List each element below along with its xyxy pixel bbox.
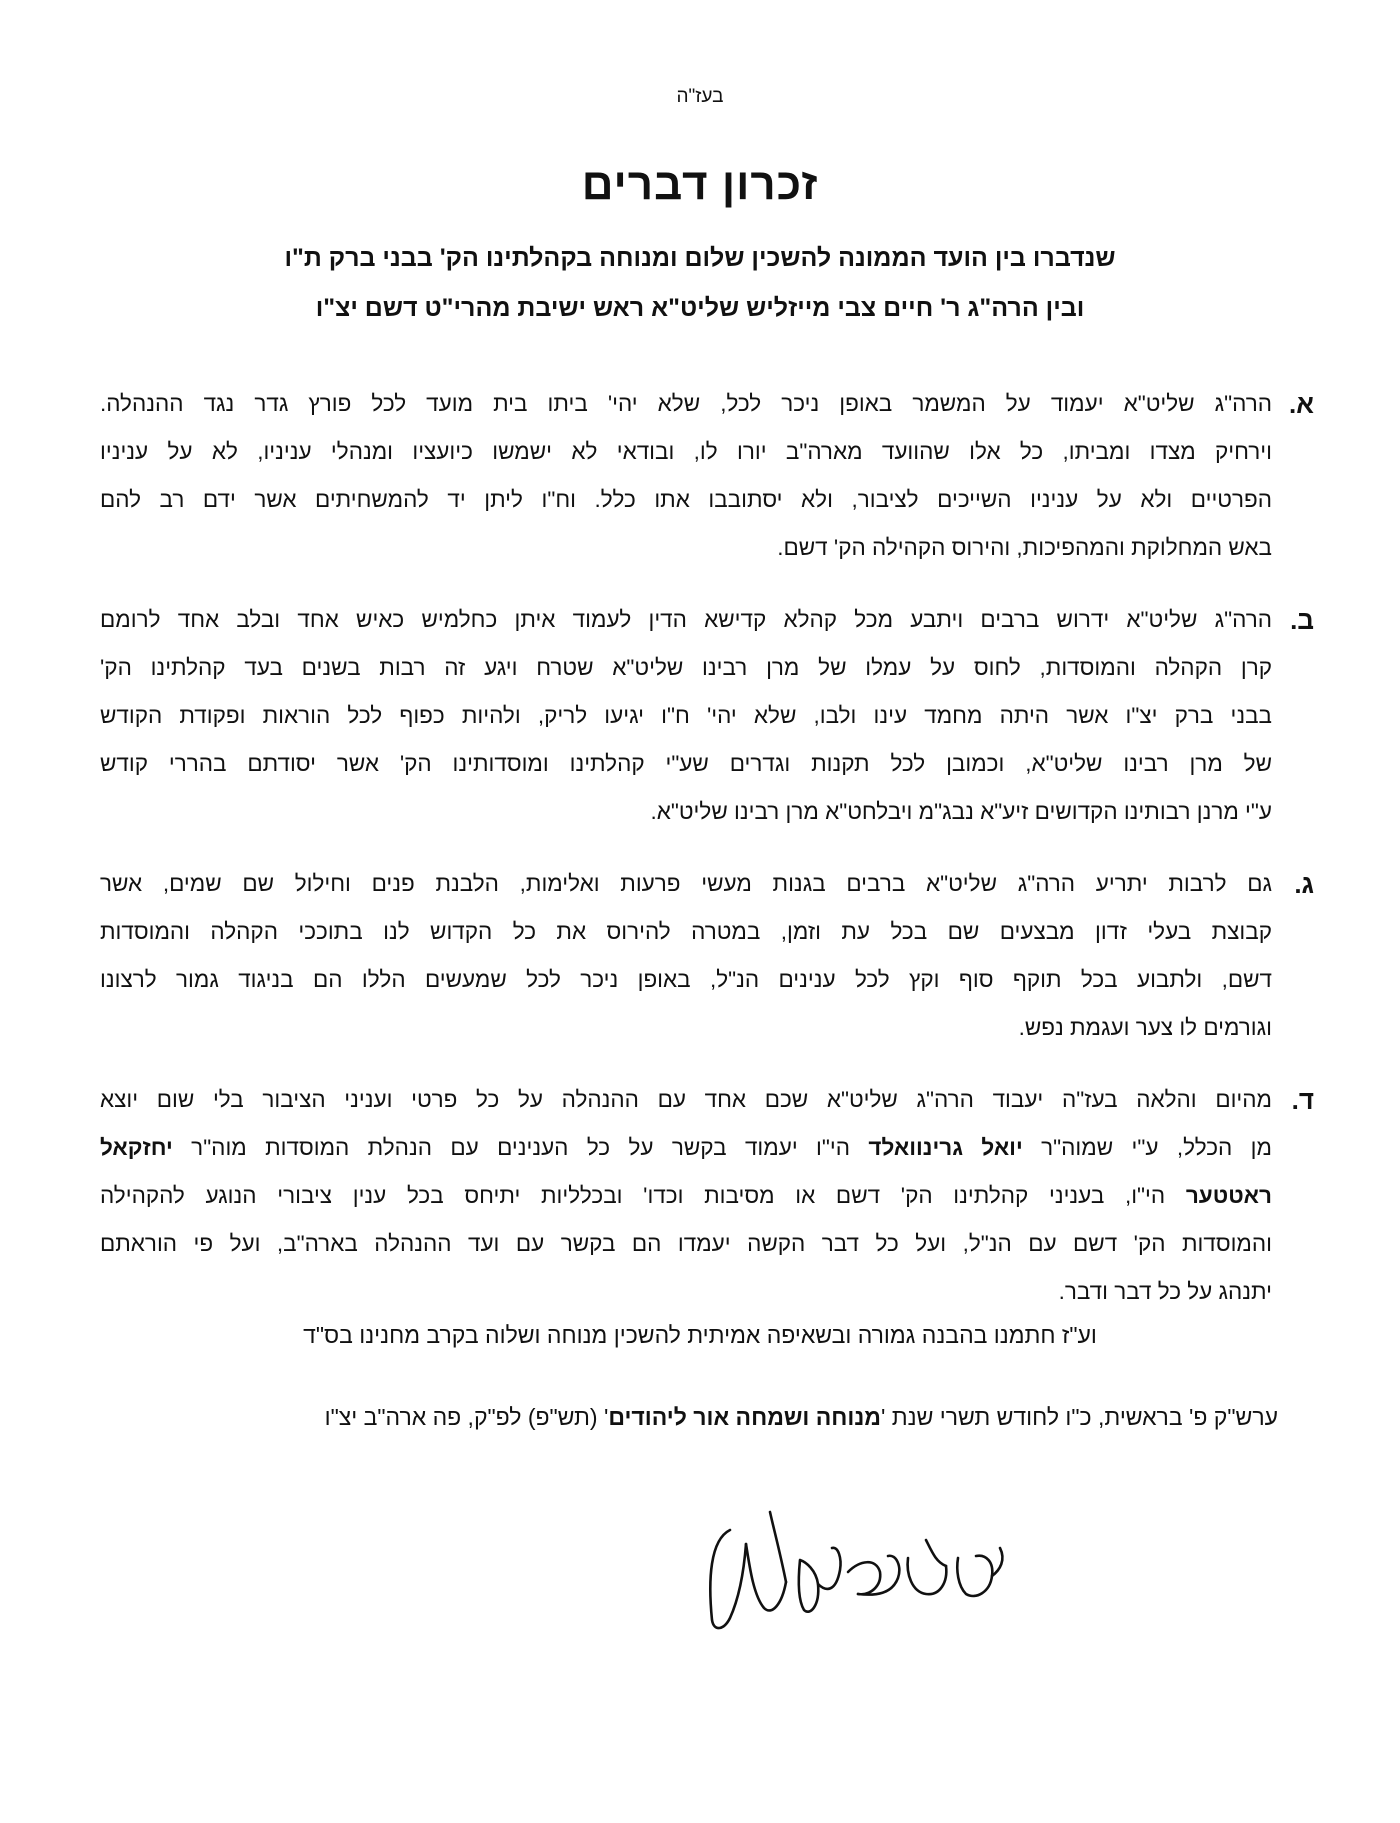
header-mark: בעז"ה [676,86,724,107]
subtitle-line-1: שנדברו בין הועד הממונה להשכין שלום ומנוחה בקהלתינו הק' בבני ברק ת"ו [284,244,1116,272]
clause-a [100,380,1314,572]
clause-line [100,1172,1272,1220]
clause-text: הי"ו, בעניני קהלתינו הק' דשם או מסיבות וכדו' ובכלליות יתיחס בכל ענין ציבורי הנוגע להקהילה [100,1183,1186,1208]
clause-b [100,596,1314,836]
dateline-suffix: ' (תש"פ) לפ"ק, פה ארה"ב יצ"ו [324,1404,609,1430]
clause-line: בבני ברק יצ"ו אשר היתה מחמד עינו ולבו, שלא יהי' ח"ו יגיעו לריק, ולהיות כפוף לכל הוראות ופקודת הקודש [100,703,1272,728]
clause-d [100,1076,1314,1316]
person-name: ראטטער [1185,1183,1272,1208]
closing-statement: וע"ז חתמנו בהבנה גמורה ובשאיפה אמיתית להשכין מנוחה ושלוה בקרב מחנינו בס"ד [303,1322,1097,1348]
clause-line: וירחיק מצדו ומביתו, כל אלו שהוועד מארה"ב יורו לו, ובודאי לא ישמשו כיועציו ומנהלי עניניו, לא על עניניו [100,439,1272,464]
clause-line: והמוסדות הק' דשם עם הנ"ל, ועל כל דבר הקשה יעמדו הם בקשר עם ועד ההנהלה בארה"ב, ועל פי הוראתם [100,1231,1272,1256]
clause-text: מן הכלל, ע"י שמוה"ר [1022,1135,1272,1160]
clause-line [100,1124,1272,1172]
dateline-year-phrase: מנוחה ושמחה אור ליהודים [608,1404,881,1430]
clause-line: קבוצת בעלי זדון מבצעים שם בכל עת וזמן, במטרה להירוס את כל הקדוש לנו בתוככי הקהלה והמוסדות [100,919,1272,944]
clause-line: קרן הקהלה והמוסדות, לחוס על עמלו של מרן רבינו שליט"א שטרח ויגע זה רבות בשנים בעד קהלתינו הק' [100,655,1272,680]
clause-line: יתנהג על כל דבר ודבר. [1058,1279,1272,1304]
dateline-prefix: ערש"ק פ' בראשית, כ"ו לחודש תשרי שנת ' [880,1404,1278,1430]
dateline [325,1404,1278,1431]
page-title: זכרון דברים [581,160,819,209]
clause-line: מהיום והלאה בעז"ה יעבוד הרה"ג שליט"א שכם אחד עם ההנהלה על כל פרטי ועניני הציבור בלי שום יוצא [100,1087,1272,1112]
subtitle-line-2: ובין הרה"ג ר' חיים צבי מייזליש שליט"א ראש ישיבת מהרי"ט דשם יצ"ו [315,294,1085,322]
clause-line: הרה"ג שליט"א ידרוש ברבים ויתבע מכל קהלא קדישא הדין לעמוד איתן כחלמיש כאיש אחד ובלב אחד לרומם [100,607,1272,632]
clauses-list [100,380,1314,1340]
clause-letter: ב. [1290,605,1314,635]
handwritten-signature [700,1500,1020,1650]
clause-text: הי"ו יעמוד בקשר על כל הענינים עם הנהלת המוסדות מוה"ר [172,1135,869,1160]
clause-line: וגורמים לו צער ועגמת נפש. [1018,1015,1272,1040]
clause-line: באש המחלוקת והמהפיכות, והירוס הקהילה הק' דשם. [777,535,1272,560]
clause-letter: ד. [1291,1085,1314,1115]
clause-c [100,860,1314,1052]
clause-line: הרה"ג שליט"א יעמוד על המשמר באופן ניכר לכל, שלא יהי' ביתו בית מועד לכל פורץ גדר נגד ההנהלה. [100,391,1272,416]
clause-line: דשם, ולתבוע בכל תוקף סוף וקץ לכל ענינים הנ"ל, באופן ניכר לכל שמעשים הללו הם בניגוד גמור לרצונו [100,967,1272,992]
person-name: יחזקאל [100,1135,173,1160]
clause-line: ע"י מרנן רבותינו הקדושים זיע"א נבג"מ ויבלחט"א מרן רבינו שליט"א. [650,799,1272,824]
clause-letter: א. [1289,389,1314,419]
person-name: יואל גרינוואלד [868,1135,1023,1160]
clause-line: הפרטיים ולא על עניניו השייכים לציבור, ולא יסתובבו אתו כלל. וח"ו ליתן יד להמשחיתים אשר ידם רב להם [100,487,1272,512]
clause-line: של מרן רבינו שליט"א, וכמובן לכל תקנות וגדרים שע"י קהלתינו ומוסדותינו הק' אשר יסודתם בהררי קודש [100,751,1272,776]
clause-line: גם לרבות יתריע הרה"ג שליט"א ברבים בגנות מעשי פרעות ואלימות, הלבנת פנים וחילול שם שמים, אשר [100,871,1272,896]
clause-letter: ג. [1294,869,1314,899]
